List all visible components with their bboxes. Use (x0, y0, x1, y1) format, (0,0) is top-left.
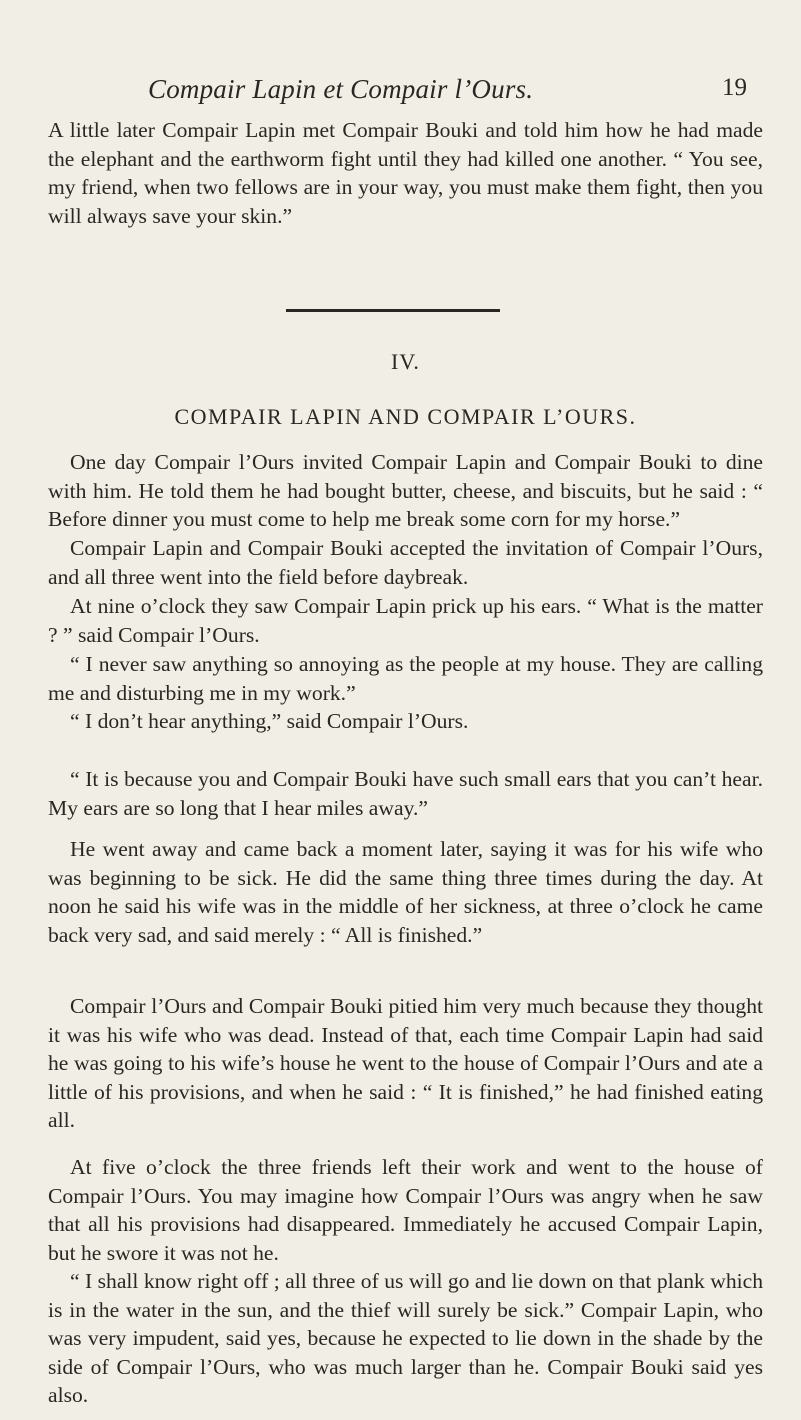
paragraph: “ I shall know right off ; all three of us will go and lie down on that plank which is in the water in the sun, and the thief will surely be sick.” Compair Lapin, who was very impudent, said yes, because he expected to lie down in the shade by the side of Compair l’Ours, who was much larger than he. Compair Bouki said yes also. (48, 1269, 763, 1408)
running-head (48, 68, 763, 108)
paragraph-closing-previous-story: A little later Compair Lapin met Compair Bouki and told him how he had made the elephant and the earthworm fight until they had killed one another. “ You see, my friend, when two fellows are in your way, you must make them fight, then you will always save your skin.” (48, 118, 763, 228)
paragraph: “ It is because you and Compair Bouki have such small ears that you can’t hear. My ears are so long that I hear miles away.” (48, 767, 763, 820)
section-title: COMPAIR LAPIN AND COMPAIR L’OURS. (174, 404, 637, 429)
paragraph: “ I never saw anything so annoying as the people at my house. They are calling me and disturbing me in my work.” (48, 652, 763, 705)
paragraph: One day Compair l’Ours invited Compair Lapin and Compair Bouki to dine with him. He told them he had bought butter, cheese, and biscuits, but he said : “ Before dinner you must come to help me break some corn for my horse.” (48, 450, 763, 532)
page-number: 19 (722, 74, 747, 101)
paragraph: At nine o’clock they saw Compair Lapin prick up his ears. “ What is the matter ? ” said Compair l’Ours. (48, 594, 763, 647)
paragraph: “ I don’t hear anything,” said Compair l’Ours. (70, 709, 469, 733)
paragraph: At five o’clock the three friends left their work and went to the house of Compair l’Ours. You may imagine how Compair l’Ours was angry when he saw that all his provisions had disappeared. Immediately he accused Compair Lapin, but he swore it was not he. (48, 1155, 763, 1265)
section-divider (286, 309, 500, 312)
paragraph: He went away and came back a moment later, saying it was for his wife who was beginning to be sick. He did the same thing three times during the day. At noon he said his wife was in the middle of her sickness, at three o’clock he came back very sad, and said merely : “ All is finished.” (48, 837, 763, 947)
section-number: IV. (391, 349, 420, 374)
paragraph: Compair l’Ours and Compair Bouki pitied him very much because they thought it was his wife who was dead. Instead of that, each time Compair Lapin had said he was going to his wife’s house he went to the house of Compair l’Ours and ate a little of his provisions, and when he said : “ It is finished,” he had finished eating all. (48, 994, 763, 1133)
paragraph: Compair Lapin and Compair Bouki accepted the invitation of Compair l’Ours, and all three went into the field before daybreak. (48, 536, 763, 589)
running-title: Compair Lapin et Compair l’Ours. (148, 74, 534, 104)
